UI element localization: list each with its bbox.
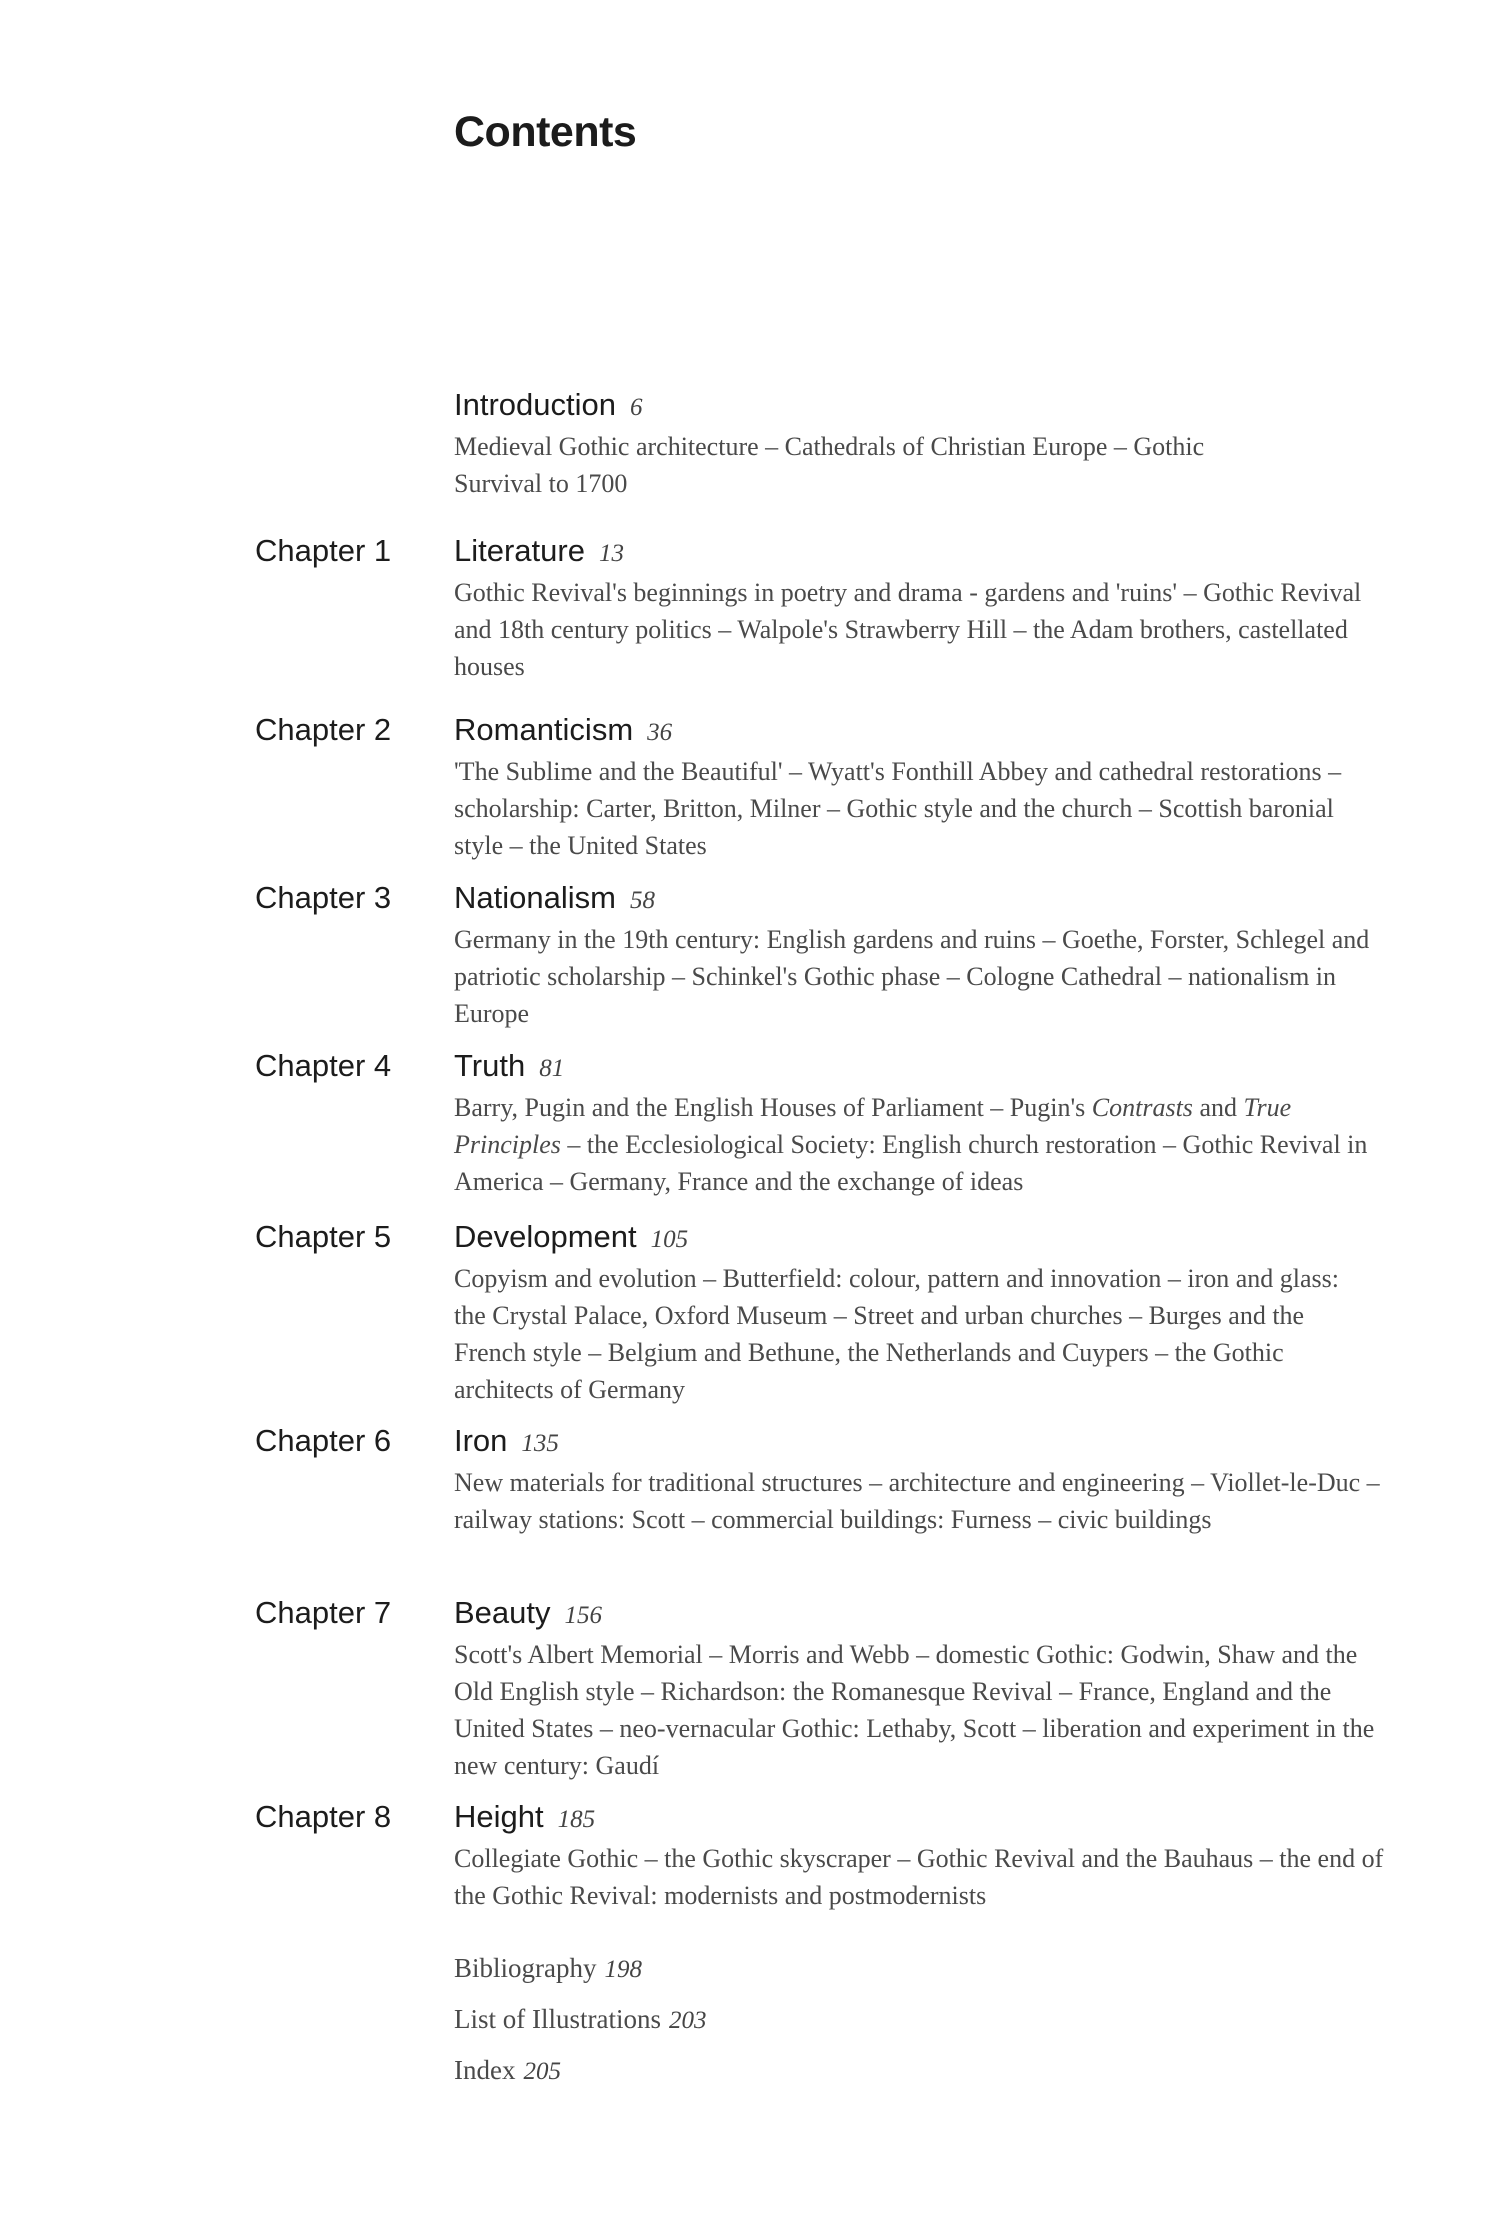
entry-page-number: 135 bbox=[521, 1430, 559, 1457]
entry-description: Gothic Revival's beginnings in poetry and drama - gardens and 'ruins' – Gothic Revival and 18th century politics – Walpole's Strawberry Hill – the Adam brothers, castellated houses bbox=[454, 578, 1362, 681]
entry-page-number: 156 bbox=[564, 1602, 603, 1629]
entry-description: Germany in the 19th century: English gardens and ruins – Goethe, Forster, Schlegel and patriotic scholarship – Schinkel's Gothic phase – Cologne Cathedral – nationalism in Europe bbox=[454, 925, 1370, 1028]
entry-title: Beauty bbox=[454, 1595, 551, 1630]
entry-title: Literature bbox=[454, 533, 585, 568]
entry-body bbox=[454, 1797, 1394, 1914]
entry-title: Height bbox=[454, 1799, 544, 1834]
entry-heading[interactable] bbox=[454, 878, 1394, 921]
entry-description bbox=[454, 1089, 1404, 1200]
description-text: Barry, Pugin and the English Houses of Parliament – Pugin's bbox=[454, 1093, 1092, 1122]
book-title-true-principles: True Principles bbox=[454, 1093, 1292, 1159]
entry-body bbox=[454, 1217, 1394, 1408]
entry-title: Bibliography bbox=[454, 1953, 597, 1983]
entry-page-number: 105 bbox=[650, 1226, 689, 1253]
entry-description: Collegiate Gothic – the Gothic skyscraper – Gothic Revival and the Bauhaus – the end of the Gothic Revival: modernists and postmodernists bbox=[454, 1844, 1384, 1910]
entry-description: Medieval Gothic architecture – Cathedrals of Christian Europe – Gothic Survival to 1700 bbox=[454, 432, 1205, 498]
entry-body bbox=[454, 1421, 1394, 1538]
description-text: and bbox=[1192, 1093, 1244, 1122]
book-title-contrasts: Contrasts bbox=[1091, 1093, 1193, 1122]
entry-body bbox=[454, 710, 1394, 864]
chapter-label: Chapter 4 bbox=[255, 1048, 392, 1083]
entry-title: Truth bbox=[454, 1048, 526, 1083]
entry-page-number: 6 bbox=[630, 394, 643, 421]
entry-title: Nationalism bbox=[454, 880, 616, 915]
entry-heading[interactable] bbox=[454, 1593, 1394, 1636]
entry-body bbox=[454, 878, 1394, 1032]
entry-description: 'The Sublime and the Beautiful' – Wyatt's Fonthill Abbey and cathedral restorations – scholarship: Carter, Britton, Milner – Gothic style and the church – Scottish baronial style – the United States bbox=[454, 757, 1342, 860]
entry-page-number: 185 bbox=[557, 1806, 596, 1833]
entry-heading[interactable] bbox=[454, 1797, 1394, 1840]
entry-title: Index bbox=[454, 2055, 516, 2085]
toc-entry-index[interactable] bbox=[454, 2052, 561, 2090]
entry-title: Iron bbox=[454, 1423, 508, 1458]
entry-description: New materials for traditional structures – architecture and engineering – Viollet-le-Duc – railway stations: Scott – commercial buildings: Furness – civic buildings bbox=[454, 1468, 1380, 1534]
entry-heading[interactable] bbox=[454, 385, 1394, 428]
entry-description: Scott's Albert Memorial – Morris and Webb – domestic Gothic: Godwin, Shaw and the Old English style – Richardson: the Romanesque Revival – France, England and the United States – neo-vernacular Gothic: Lethaby, Scott – liberation and experiment in the new century: Gaudí bbox=[454, 1640, 1375, 1780]
entry-page-number: 13 bbox=[598, 540, 624, 567]
toc-entry-list-of-illustrations[interactable] bbox=[454, 2001, 706, 2039]
chapter-label: Chapter 2 bbox=[255, 712, 392, 747]
entry-page-number: 198 bbox=[604, 1956, 642, 1983]
entry-body bbox=[454, 1593, 1394, 1784]
entry-page-number: 36 bbox=[647, 719, 673, 746]
entry-title: List of Illustrations bbox=[454, 2004, 661, 2034]
entry-page-number: 81 bbox=[539, 1055, 565, 1082]
chapter-label: Chapter 1 bbox=[255, 533, 392, 568]
chapter-label: Chapter 8 bbox=[255, 1799, 392, 1834]
entry-heading[interactable] bbox=[454, 1421, 1394, 1464]
toc-entry-bibliography[interactable] bbox=[454, 1950, 642, 1988]
entry-heading[interactable] bbox=[454, 1217, 1394, 1260]
entry-page-number: 58 bbox=[629, 887, 655, 914]
entry-title: Introduction bbox=[454, 387, 616, 422]
entry-page-number: 203 bbox=[668, 2007, 707, 2034]
chapter-label: Chapter 5 bbox=[255, 1219, 392, 1254]
entry-heading[interactable] bbox=[454, 1046, 1394, 1089]
entry-title: Development bbox=[454, 1219, 637, 1254]
entry-title: Romanticism bbox=[454, 712, 634, 747]
chapter-label: Chapter 6 bbox=[255, 1423, 392, 1458]
chapter-label: Chapter 3 bbox=[255, 880, 392, 915]
entry-heading[interactable] bbox=[454, 710, 1394, 753]
page-title: Contents bbox=[454, 108, 637, 156]
chapter-label: Chapter 7 bbox=[255, 1595, 392, 1630]
entry-body bbox=[454, 531, 1394, 685]
entry-body bbox=[454, 385, 1394, 502]
entry-body bbox=[454, 1046, 1394, 1200]
entry-description: Copyism and evolution – Butterfield: colour, pattern and innovation – iron and glass: the Crystal Palace, Oxford Museum – Street and urban churches – Burges and the French style – Belgium and Bethune, the Netherlands and Cuypers – the Gothic architects of Germany bbox=[454, 1264, 1339, 1404]
entry-heading[interactable] bbox=[454, 531, 1394, 574]
description-text: – the Ecclesiological Society: English church restoration – Gothic Revival in America – Germany, France and the exchange of ideas bbox=[454, 1130, 1368, 1196]
entry-page-number: 205 bbox=[523, 2058, 561, 2085]
